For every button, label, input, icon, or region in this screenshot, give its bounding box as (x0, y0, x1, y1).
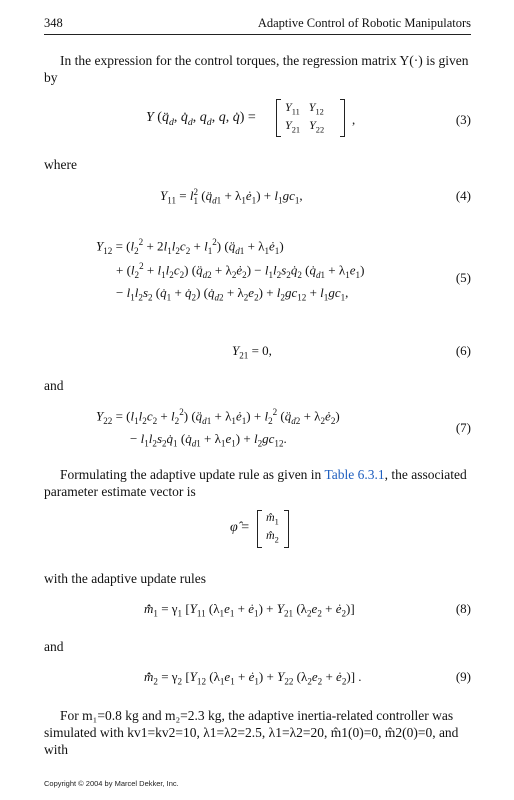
intro-paragraph: In the expression for the control torques, the regression matrix Y(·) is given by (44, 53, 469, 85)
table-6-3-1-link[interactable]: Table 6.3.1 (324, 467, 385, 482)
equation-5-line-2: + $(l_2^2 + l_1l_2c_2)$ ($q̈_{d2}$ + $\lambda_2ė_2$) − $l_1l_2s_2q̇_2$ $(q̇_{d1} + \lambda_1e_1)$ (116, 261, 365, 280)
equation-4: $Y_{11} = l$ 2 1 ($q̈_{d1}$ + $\lambda_1ė_1) + l_1gc_1$, (160, 187, 303, 207)
matrix-row-1: $Y_{11}$ $Y_{12}$ (285, 100, 324, 117)
equation-6: $Y_{21} = 0$, (232, 343, 272, 361)
vector-right-bracket (284, 510, 289, 548)
page-number: 348 (44, 16, 63, 30)
matrix-left-bracket (276, 99, 281, 137)
equation-number-7: (7) (455, 420, 471, 435)
equation-number-6: (6) (455, 343, 471, 358)
equation-number-3: (3) (455, 112, 471, 127)
equation-number-8: (8) (455, 601, 471, 616)
equation-8: $m̂̇_1 = \gamma_1$ [$Y_{11}$ ($\lambda_1e_1$ + $ė_1) + Y_{21}$ ($\lambda_2e_2$ + $ė_2$)] (144, 601, 355, 619)
equation-9: $m̂̇_2 = \gamma_2$ [$Y_{12}$ ($\lambda_1e_1$ + $ė_1) + Y_{22}$ ($\lambda_2e_2$ + $ė_2$)] . (144, 669, 362, 687)
equation-5-line-1: $Y_{12} = (l_2^2 + 2l_1l_2c_2 + l_1^2)$ ($q̈_{d1}$ + $\lambda_1ė_1$) (96, 237, 284, 256)
vector-row-1: $m̂_1$ (266, 510, 279, 527)
equation-7-line-2: − $l_1l_2s_2q̇_1$ $(q̇_{d1} + \lambda_1e_1) + l_2gc_{12}$. (130, 431, 287, 449)
header-rule (44, 34, 471, 35)
simulation-paragraph: For m₁=0.8 kg and m₂=2.3 kg, the adaptive inertia-related controller was simulated with kv1=kv2=10, λ1=λ2=2.5, λ1=λ2=20, m̂1(0)=0, m̂2(0)=0, and with (44, 708, 459, 757)
equation-number-4: (4) (455, 188, 471, 203)
vector-row-2: $m̂_2$ (266, 528, 279, 545)
where-text: where (44, 157, 77, 172)
equation-7-line-1: $Y_{22} = (l_1l_2c_2 + l_2^2)$ ($q̈_{d1}$ + $\lambda_1ė_1) + l_2^2$ ($q̈_{d2}$ + $\lambda_2ė_2$) (96, 407, 340, 426)
copyright-footer: Copyright © 2004 by Marcel Dekker, Inc. (44, 779, 179, 788)
and-text-1: and (44, 378, 64, 393)
running-title: Adaptive Control of Robotic Manipulators (257, 16, 471, 30)
update-rules-text: with the adaptive update rules (44, 571, 206, 586)
equation-number-9: (9) (455, 669, 471, 684)
equation-number-5: (5) (455, 270, 471, 285)
equation-3-lhs: Y ($q̈_d$, $q̇_d$, $q_d$, q, q̇) = (146, 110, 256, 128)
vector-left-bracket (257, 510, 262, 548)
matrix-right-bracket (340, 99, 345, 137)
formulating-text-b: , the associated parameter estimate vector is (44, 467, 467, 499)
phi-hat-lhs: φ̂ = (230, 520, 250, 535)
running-header (44, 16, 471, 34)
formulating-paragraph (44, 466, 471, 500)
formulating-text-a: Formulating the adaptive update rule as given in (60, 467, 325, 482)
equation-5-line-3: − $l_1l_2s_2$ ($q̇_1$ + $q̇_2$) $(q̇_{d2} + \lambda_2e_2) + l_2gc_{12} + l_1gc_1$, (116, 285, 349, 303)
and-text-2: and (44, 639, 64, 654)
matrix-row-2: $Y_{21}$ $Y_{22}$ (285, 118, 325, 135)
